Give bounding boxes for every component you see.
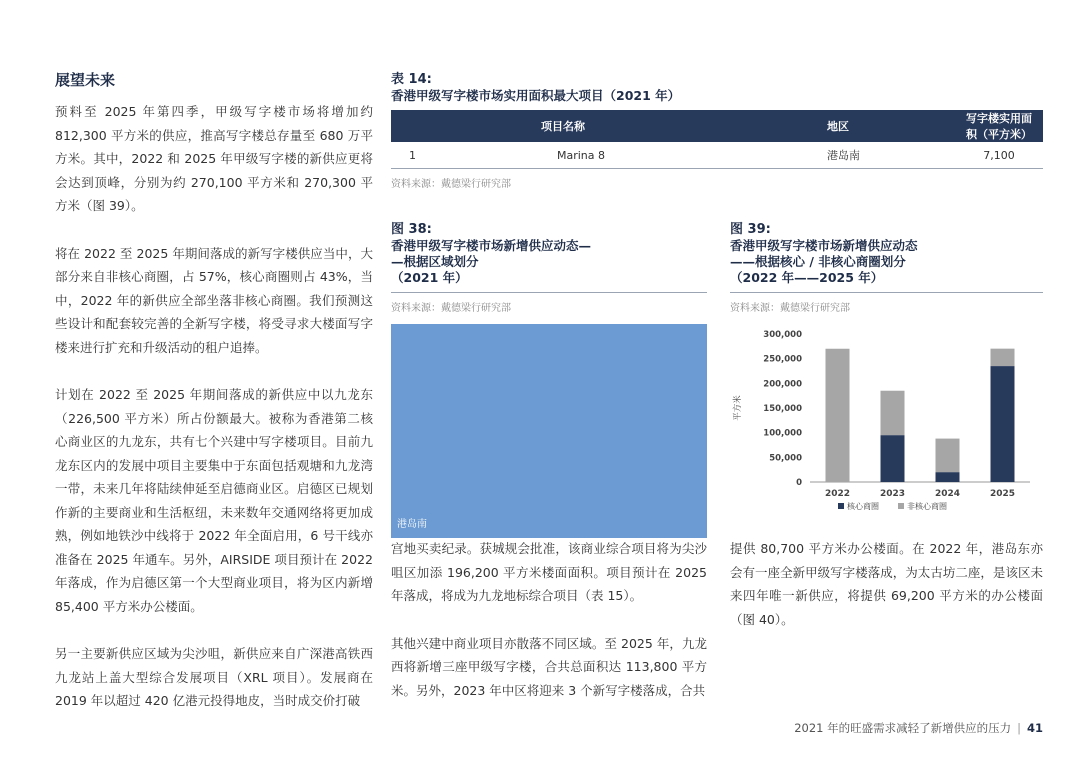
- figure-title: 香港甲级写字楼市场新增供应动态— —根据区域划分 （2021 年）: [391, 238, 592, 285]
- legend-swatch-non-core: [898, 503, 904, 509]
- figure-38-block: [391, 222, 707, 538]
- x-tick-label: 2024: [934, 489, 961, 499]
- y-tick-label: 300,000: [763, 330, 802, 340]
- y-tick-label: 100,000: [763, 428, 802, 439]
- y-tick-label: 50,000: [769, 453, 802, 464]
- page-footer: [794, 720, 1043, 736]
- page-number: 41: [1026, 721, 1043, 735]
- bar-2025-core: [991, 366, 1015, 482]
- section-heading: 展望未来: [55, 71, 116, 89]
- supply-chart: [730, 320, 1043, 532]
- bar-2024-non-core: [936, 439, 960, 473]
- paragraph: 宫地买卖纪录。获城规会批准，该商业综合项目将为尖沙咀区加添 196,200 平方米楼面面积。项目预计在 2025 年落成，将成为九龙地标综合项目（表 15）。: [391, 541, 707, 603]
- figure-label: 图 38:: [391, 222, 432, 237]
- figure-title: 香港甲级写字楼市场新增供应动态 ——根据核心 / 非核心商圈划分 （2022 年——2025 年）: [730, 238, 918, 285]
- paragraph: 将在 2022 至 2025 年期间落成的新写字楼供应当中，大部分来自非核心商圈，占 57%，核心商圈则占 43%，当中，2022 年的新供应全部坐落非核心商圈。我们预测这些设计和配套较完善的全新写字楼，将受寻求大楼面写字楼来进行扩充和升级活动的租户追捧。: [55, 245, 373, 355]
- paragraph: 预料至 2025 年第四季，甲级写字楼市场将增加约 812,300 平方米的供应，推高写字楼总存量至 680 万平方米。其中，2022 和 2025 年甲级写字楼的新供应更将会达到顶峰，分别为约 270,100 平方米和 270,300 平方米（图 39）。: [55, 104, 373, 213]
- cell-project: Marina 8: [467, 142, 779, 169]
- legend-swatch-core: [838, 503, 844, 509]
- x-tick-label: 2023: [879, 489, 906, 499]
- paragraph: 计划在 2022 至 2025 年期间落成的新供应中以九龙东（226,500 平方米）所占份额最大。被称为香港第二核心商业区的九龙东，共有七个兴建中写字楼项目。目前九龙东区内的发展中项目主要集中于东面包括观塘和九龙湾一带，未来几年将陆续伸延至启德商业区。启德区已规划作新的主要商业和生活枢纽，未来数年交通网络将更加成熟，例如地铁沙中线将于 2022 年全面启用，6 号干线亦准备在 2025 年通车。另外，AIRSIDE 项目预计在 2022 年落成，作为启德区第一个大型商业项目，将为区内新增 85,400 平方米办公楼面。: [55, 387, 373, 614]
- y-tick-label: 200,000: [763, 379, 802, 390]
- paragraph: 另一主要新供应区域为尖沙咀，新供应来自广深港高铁西九龙站上盖大型综合发展项目（XRL 项目）。发展商在 2019 年以超过 420 亿港元投得地皮，当时成交价打破: [55, 646, 373, 708]
- figure-39-block: [730, 222, 1043, 532]
- table-label: 表 14:: [391, 72, 432, 87]
- stacked-bar-chart: [730, 320, 1043, 532]
- table-title: 香港甲级写字楼市场实用面积最大项目（2021 年）: [391, 88, 681, 103]
- paragraph: 其他兴建中商业项目亦散落不同区域。至 2025 年，九龙西将新增三座甲级写字楼，合共总面积达 113,800 平方米。另外，2023 年中区将迎来 3 个新写字楼落成，合共: [391, 635, 707, 698]
- legend-label-non-core: 非核心商圈: [907, 502, 947, 511]
- table-row: [391, 142, 1043, 169]
- col-header-district: 地区: [779, 110, 955, 142]
- middle-text-column: [391, 537, 707, 702]
- largest-projects-table: [391, 110, 1043, 169]
- divider: [391, 292, 707, 293]
- x-tick-label: 2022: [824, 489, 851, 499]
- footer-caption: 2021 年的旺盛需求减轻了新增供应的压力: [794, 721, 1012, 735]
- bar-2022-non-core: [826, 349, 850, 482]
- col-header-rank: [391, 110, 467, 142]
- bar-2024-core: [936, 472, 960, 482]
- region-label: 港岛南: [397, 519, 427, 530]
- table-14-block: [391, 72, 1043, 190]
- x-tick-label: 2025: [989, 489, 1016, 499]
- figure-label: 图 39:: [730, 222, 771, 237]
- left-column: [55, 68, 373, 713]
- col-header-area: 写字楼实用面积（平方米）: [955, 110, 1043, 142]
- divider: [730, 292, 1043, 293]
- legend-label-core: 核心商圈: [847, 502, 879, 511]
- y-tick-label: 0: [796, 478, 802, 488]
- col-header-project: 项目名称: [467, 110, 779, 142]
- bar-2023-non-core: [881, 391, 905, 435]
- cell-rank: 1: [391, 142, 467, 169]
- bar-2025-non-core: [991, 349, 1015, 366]
- table-header-row: [391, 110, 1043, 142]
- cell-area: 7,100: [955, 142, 1043, 169]
- footer-separator: |: [1017, 721, 1021, 735]
- right-text-column: [730, 537, 1043, 631]
- figure-source: 资料来源：戴德梁行研究部: [730, 303, 850, 314]
- cell-district: 港岛南: [779, 142, 955, 169]
- bar-2023-core: [881, 435, 905, 482]
- figure-source: 资料来源：戴德梁行研究部: [391, 303, 511, 314]
- region-supply-block: [391, 324, 707, 538]
- table-source: 资料来源：戴德梁行研究部: [391, 179, 511, 190]
- paragraph: 提供 80,700 平方米办公楼面。在 2022 年，港岛东亦会有一座全新甲级写字楼落成，为太古坊二座，是该区未来四年唯一新供应，将提供 69,200 平方米的办公楼面（图 40）。: [730, 541, 1043, 627]
- y-tick-label: 150,000: [763, 404, 802, 414]
- y-tick-label: 250,000: [763, 354, 802, 365]
- y-axis-label: 平方米: [733, 395, 743, 421]
